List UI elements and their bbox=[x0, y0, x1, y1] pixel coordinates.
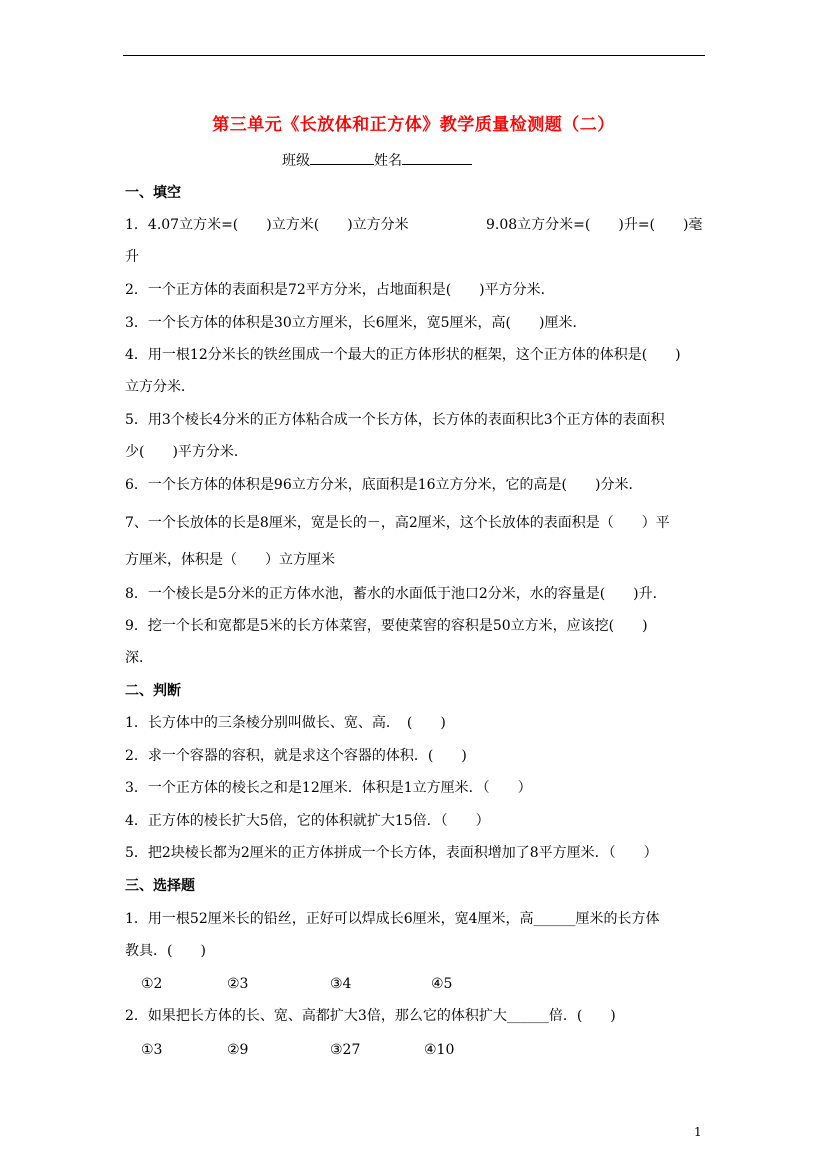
option-3-1-c: ③4 bbox=[330, 976, 352, 992]
section2-heading: 二、判断 bbox=[125, 683, 181, 699]
question-1-9b: 深． bbox=[125, 650, 153, 666]
question-1-1a: 1．4.07立方米=( )立方米( )立方分米 bbox=[125, 217, 409, 233]
question-3-1a bbox=[125, 909, 710, 929]
option-3-1-a: ①2 bbox=[141, 976, 163, 992]
question-1-7a: 7、一个长放体的长是8厘米，宽是长的－，高2厘米，这个长放体的表面积是（ ）平 bbox=[125, 515, 670, 531]
question-1-6: 6．一个长方体的体积是96立方分米，底面积是16立方分米，它的高是( )分米． bbox=[125, 477, 643, 493]
option-3-2-a: ①3 bbox=[141, 1042, 163, 1058]
question-1-4b: 立方分米． bbox=[125, 379, 195, 395]
section1-heading: 一、填空 bbox=[125, 185, 181, 201]
question-1-1b: 9.08立方分米=( )升=( )毫 bbox=[486, 217, 703, 233]
question-3-1a-text: 1．用一根52厘米长的铅丝，正好可以焊成长6厘米，宽4厘米，高 bbox=[125, 911, 534, 927]
option-3-1-d: ④5 bbox=[431, 976, 453, 992]
question-2-4: 4．正方体的棱长扩大5倍，它的体积就扩大15倍．（ ） bbox=[125, 813, 490, 829]
question-3-2a bbox=[125, 1006, 710, 1026]
question-1-5a: 5．用3个棱长4分米的正方体粘合成一个长方体，长方体的表面积比3个正方体的表面积 bbox=[125, 412, 665, 428]
question-2-5: 5．把2块棱长都为2厘米的正方体拼成一个长方体，表面积增加了8平方厘米．（ ） bbox=[125, 845, 658, 861]
section3-heading: 三、选择题 bbox=[125, 878, 195, 894]
name-blank bbox=[402, 150, 472, 165]
question-1-9a: 9．挖一个长和宽都是5米的长方体菜窖，要使菜窖的容积是50立方米，应该挖( ) bbox=[125, 618, 648, 634]
name-label: 姓名 bbox=[374, 153, 402, 169]
question-1-8: 8．一个棱长是5分米的正方体水池，蓄水的水面低于池口2分米，水的容量是( )升． bbox=[125, 586, 667, 602]
question-1-3: 3．一个长方体的体积是30立方厘米，长6厘米，宽5厘米，高( )厘米． bbox=[125, 315, 587, 331]
option-3-2-b: ②9 bbox=[227, 1042, 249, 1058]
class-label: 班级 bbox=[282, 153, 310, 169]
question-1-5b: 少( )平方分米． bbox=[125, 444, 248, 460]
option-3-1-b: ②3 bbox=[227, 976, 249, 992]
option-3-2-c: ③27 bbox=[330, 1042, 361, 1058]
question-3-1b: 教具．( ) bbox=[125, 943, 206, 959]
page-number: 1 bbox=[694, 1125, 702, 1139]
class-blank bbox=[310, 150, 374, 165]
option-3-2-d: ④10 bbox=[424, 1042, 455, 1058]
page-title: 第三单元《长放体和正方体》教学质量检测题（二） bbox=[212, 115, 615, 135]
header-rule bbox=[123, 55, 705, 56]
question-3-1a-end: 厘米的长方体 bbox=[575, 911, 660, 927]
question-2-1: 1．长方体中的三条棱分别叫做长、宽、高． ( ) bbox=[125, 715, 446, 731]
question-3-2a-text: 2．如果把长方体的长、宽、高都扩大3倍，那么它的体积扩大 bbox=[125, 1008, 507, 1024]
question-1-2: 2．一个正方体的表面积是72平方分米，占地面积是( )平方分米． bbox=[125, 282, 555, 298]
question-1-7b: 方厘米，体积是（ ）立方厘米 bbox=[125, 552, 335, 568]
question-1-1c: 升 bbox=[125, 249, 139, 265]
question-1-4a: 4．用一根12分米长的铁丝围成一个最大的正方体形状的框架，这个正方体的体积是( ) bbox=[125, 347, 681, 363]
question-2-3: 3．一个正方体的棱长之和是12厘米．体积是1立方厘米．（ ） bbox=[125, 780, 532, 796]
question-3-2a-end: 倍．( ) bbox=[548, 1008, 616, 1024]
question-3-2a-blank: ______ bbox=[506, 1008, 549, 1024]
question-2-2: 2．求一个容器的容积，就是求这个容器的体积．( ) bbox=[125, 748, 467, 764]
question-3-1a-blank: ______ bbox=[533, 911, 576, 927]
student-info bbox=[282, 150, 827, 171]
